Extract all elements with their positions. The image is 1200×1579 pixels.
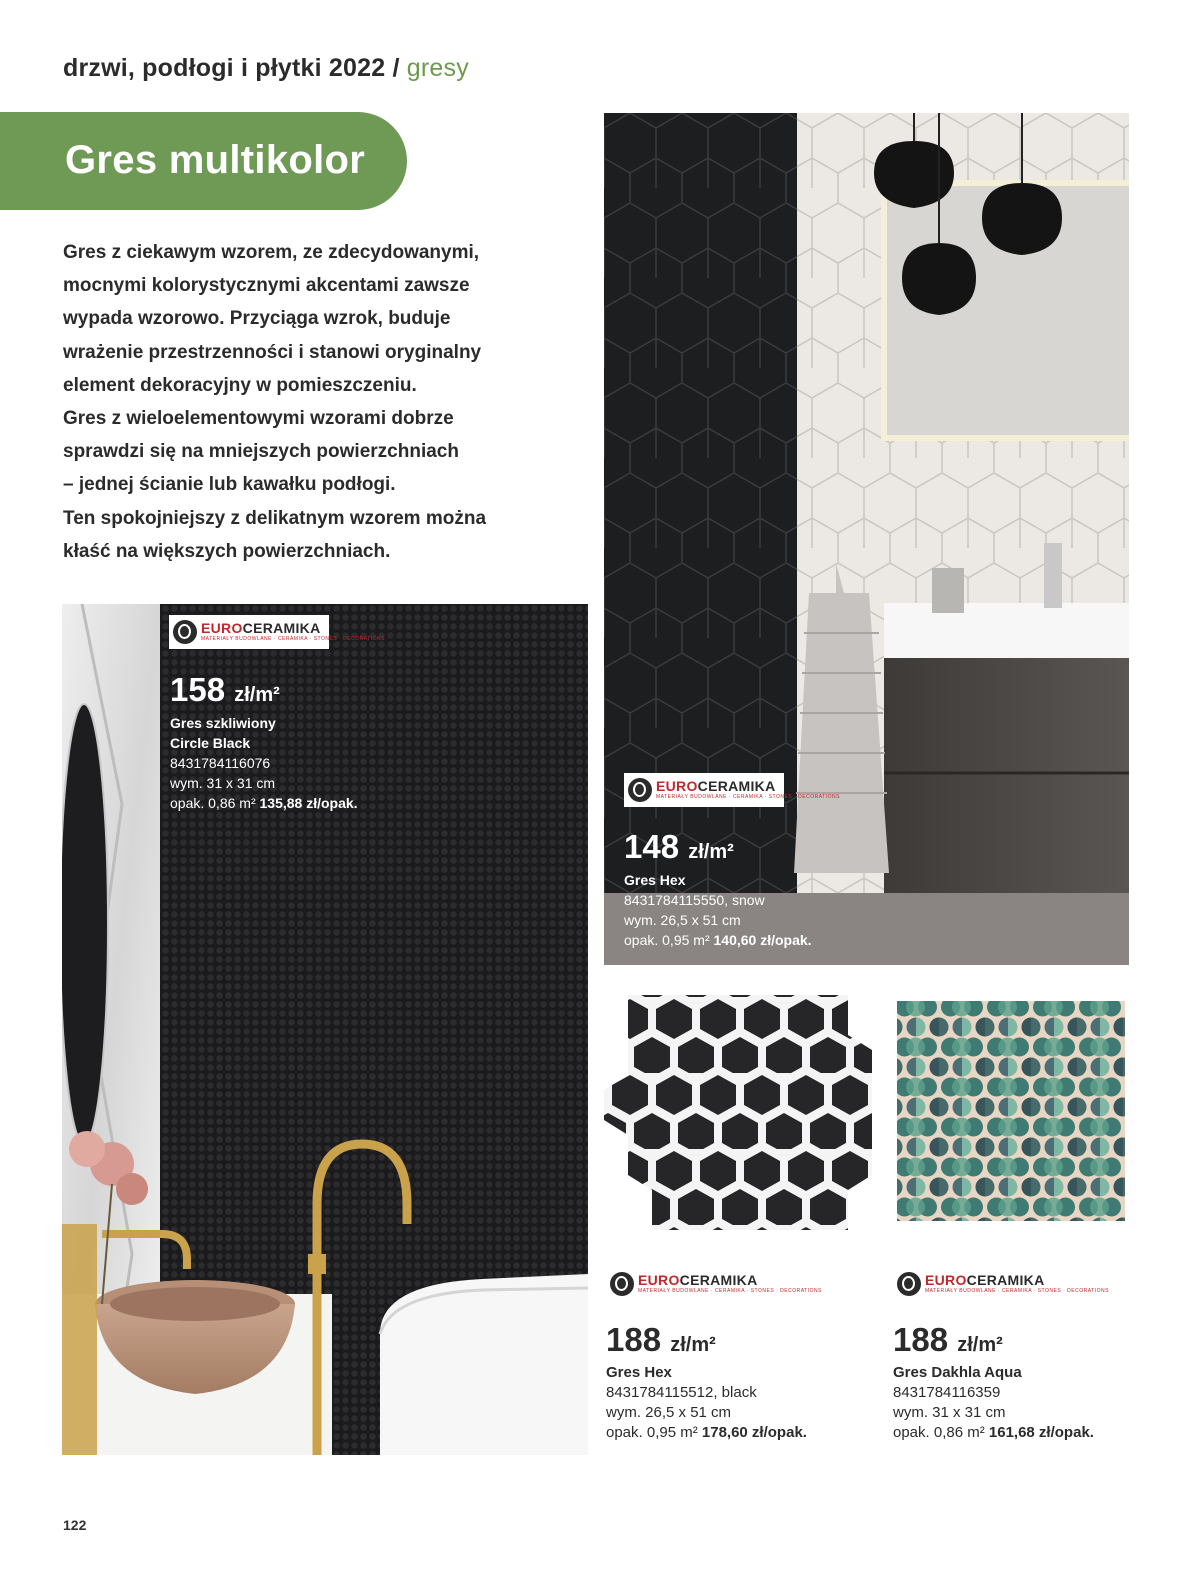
brand-name-red: EURO — [638, 1272, 680, 1288]
brand-name-dark: CERAMIKA — [679, 1272, 758, 1288]
brand-name-red: EURO — [925, 1272, 967, 1288]
price — [606, 1322, 807, 1363]
brand-name-dark: CERAMIKA — [697, 778, 776, 794]
pack-price: 135,88 zł/opak. — [259, 795, 358, 811]
section-banner — [0, 112, 407, 210]
globe-icon — [897, 1272, 921, 1296]
product-name: Gres szkliwiony — [170, 715, 276, 731]
brand-name-red: EURO — [201, 620, 243, 636]
product-size: wym. 26,5 x 51 cm — [624, 912, 741, 928]
intro-line: wrażenie przestrzenności i stanowi oryginalny — [63, 341, 482, 363]
pack-size: opak. 0,86 m² — [170, 795, 256, 811]
brand-name-dark: CERAMIKA — [966, 1272, 1045, 1288]
brand-tagline: MATERIAŁY BUDOWLANE · CERAMIKA · STONES · DECORATIONS — [201, 636, 385, 642]
intro-line: Gres z wieloelementowymi wzorami dobrze — [63, 408, 454, 430]
product-size: wym. 31 x 31 cm — [893, 1404, 1006, 1421]
circle-black-label — [170, 672, 358, 813]
hex-black-label — [606, 1322, 807, 1443]
pack-size: opak. 0,95 m² — [606, 1424, 698, 1441]
pack-price: 161,68 zł/opak. — [988, 1424, 1094, 1441]
price — [893, 1322, 1094, 1363]
penny-tile-image — [893, 997, 1129, 1225]
brand-name-red: EURO — [656, 778, 698, 794]
product-ean: 8431784116076 — [170, 755, 271, 771]
euroceramika-logo — [606, 1267, 822, 1301]
pack-price: 140,60 zł/opak. — [713, 932, 812, 948]
product-ean: 8431784115550, snow — [624, 892, 765, 908]
globe-icon — [610, 1272, 634, 1296]
intro-line: mocnymi kolorystycznymi akcentami zawsze — [63, 275, 470, 297]
intro-line: sprawdzi się na mniejszych powierzchniach — [63, 441, 459, 463]
hex-black-sample — [604, 995, 872, 1230]
euroceramika-logo — [624, 773, 840, 807]
brand-tagline: MATERIAŁY BUDOWLANE · CERAMIKA · STONES · DECORATIONS — [638, 1288, 822, 1294]
globe-icon — [628, 778, 652, 802]
pack-size: opak. 0,95 m² — [624, 932, 710, 948]
globe-icon — [173, 620, 197, 644]
dakhla-aqua-sample — [893, 997, 1129, 1225]
dakhla-label — [893, 1322, 1094, 1443]
brand-name-dark: CERAMIKA — [242, 620, 321, 636]
product-name: Gres Hex — [624, 872, 686, 888]
pack-size: opak. 0,86 m² — [893, 1424, 985, 1441]
price-unit: zł/m² — [670, 1334, 716, 1356]
price — [170, 672, 358, 713]
intro-line: wypada wzorowo. Przyciąga wzrok, buduje — [63, 308, 451, 330]
pack-price: 178,60 zł/opak. — [701, 1424, 807, 1441]
intro-line: Gres z ciekawym wzorem, ze zdecydowanymi, — [63, 242, 480, 263]
product-size: wym. 31 x 31 cm — [170, 775, 276, 791]
product-ean: 8431784116359 — [893, 1384, 1001, 1401]
intro-line: kłaść na większych powierzchniach. — [63, 540, 391, 562]
price-value: 158 — [170, 671, 226, 708]
price-unit: zł/m² — [957, 1334, 1003, 1356]
intro-line: element dekoracyjny w pomieszczeniu. — [63, 374, 417, 396]
breadcrumb-accent: gresy — [406, 54, 469, 82]
product-size: wym. 26,5 x 51 cm — [606, 1404, 732, 1421]
product-name: Gres Hex — [606, 1364, 672, 1381]
product-name: Gres Dakhla Aqua — [893, 1364, 1022, 1381]
price — [624, 829, 812, 870]
page-number: 122 — [63, 1517, 87, 1533]
brand-tagline: MATERIAŁY BUDOWLANE · CERAMIKA · STONES · DECORATIONS — [925, 1288, 1109, 1294]
breadcrumb — [63, 54, 469, 83]
price-value: 188 — [606, 1321, 662, 1358]
intro-text — [63, 236, 563, 568]
price-unit: zł/m² — [234, 684, 280, 706]
product-ean: 8431784115512, black — [606, 1384, 757, 1401]
price-value: 148 — [624, 828, 680, 865]
breadcrumb-separator: / — [392, 54, 400, 82]
price-value: 188 — [893, 1321, 949, 1358]
section-title: Gres multikolor — [65, 138, 366, 182]
intro-line: – jednej ścianie lub kawałku podłogi. — [63, 474, 396, 496]
product-name-2: Circle Black — [170, 735, 251, 751]
breadcrumb-main: drzwi, podłogi i płytki 2022 — [63, 54, 386, 82]
euroceramika-logo — [893, 1267, 1109, 1301]
brand-tagline: MATERIAŁY BUDOWLANE · CERAMIKA · STONES · DECORATIONS — [656, 794, 840, 800]
price-unit: zł/m² — [688, 841, 734, 863]
hex-snow-label — [624, 829, 812, 950]
hex-tile-image — [604, 995, 872, 1230]
intro-line: Ten spokojniejszy z delikatnym wzorem można — [63, 507, 487, 529]
euroceramika-logo — [169, 615, 385, 649]
